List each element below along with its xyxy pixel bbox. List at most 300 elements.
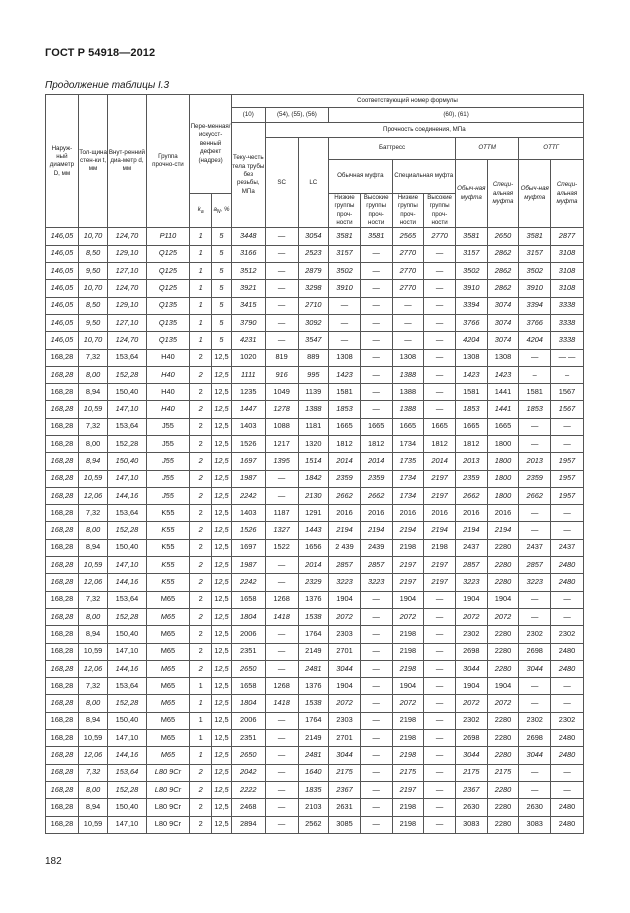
table-cell: —: [424, 245, 456, 262]
table-cell: 10,59: [78, 470, 108, 487]
table-cell: 1308: [329, 349, 361, 366]
table-cell: 146,05: [46, 228, 79, 245]
table-cell: 2862: [487, 263, 519, 280]
table-cell: 144,16: [108, 574, 146, 591]
table-cell: 2650: [487, 228, 519, 245]
table-cell: 2194: [360, 522, 392, 539]
table-cell: —: [519, 695, 551, 712]
table-cell: 2565: [392, 228, 424, 245]
table-cell: 168,28: [46, 626, 79, 643]
buttress-special-high-header: Высокие группы проч-ности: [424, 194, 456, 228]
table-cell: 5: [212, 332, 232, 349]
table-row: [46, 263, 584, 280]
table-cell: 1376: [298, 678, 329, 695]
table-cell: 8,94: [78, 539, 108, 556]
table-cell: 1764: [298, 712, 329, 729]
table-cell: J55: [146, 470, 190, 487]
table-cell: Q135: [146, 297, 190, 314]
table-cell: —: [551, 522, 584, 539]
table-cell: —: [519, 781, 551, 798]
table-cell: 1804: [231, 608, 265, 625]
table-cell: 2198: [392, 626, 424, 643]
table-cell: 168,28: [46, 418, 79, 435]
table-cell: 2: [190, 401, 212, 418]
table-cell: 3108: [551, 263, 584, 280]
table-cell: 1291: [298, 505, 329, 522]
table-cell: 1853: [519, 401, 551, 418]
table-cell: 1423: [455, 366, 487, 383]
table-cell: 12,5: [212, 418, 232, 435]
table-cell: 1853: [329, 401, 361, 418]
variable-defect-header: Пере-менная/искусст-венный дефект (надрез): [190, 95, 232, 194]
table-cell: 2197: [424, 470, 456, 487]
table-cell: 3512: [231, 263, 265, 280]
table-cell: L80 9Cr: [146, 799, 190, 816]
table-cell: —: [265, 332, 298, 349]
table-cell: 12,06: [78, 747, 108, 764]
table-cell: 1734: [392, 487, 424, 504]
table-cell: 3108: [551, 245, 584, 262]
table-cell: 9,50: [78, 314, 108, 331]
table-cell: 168,28: [46, 678, 79, 695]
table-cell: 2072: [487, 695, 519, 712]
table-cell: —: [360, 643, 392, 660]
table-cell: M65: [146, 660, 190, 677]
table-cell: 1538: [298, 608, 329, 625]
table-cell: 3298: [298, 280, 329, 297]
table-cell: 147,10: [108, 470, 146, 487]
table-cell: 2698: [519, 643, 551, 660]
table-cell: 146,05: [46, 263, 79, 280]
table-cell: 1088: [265, 418, 298, 435]
ottg-special-coupling-header: Специ-альная муфта: [551, 160, 584, 228]
table-cell: 2198: [424, 539, 456, 556]
table-cell: —: [424, 678, 456, 695]
table-cell: 2562: [298, 816, 329, 833]
table-cell: —: [424, 626, 456, 643]
table-cell: 5: [212, 245, 232, 262]
sc-header: SC: [265, 138, 298, 228]
table-cell: 7,32: [78, 678, 108, 695]
table-cell: 153,64: [108, 591, 146, 608]
inner-diameter-header: Внут-ренний диа-метр d, мм: [108, 95, 146, 228]
table-cell: 12,5: [212, 384, 232, 401]
table-cell: 2302: [455, 712, 487, 729]
table-cell: —: [265, 314, 298, 331]
table-cell: 1418: [265, 608, 298, 625]
table-cell: —: [360, 332, 392, 349]
table-cell: 2857: [519, 557, 551, 574]
table-cell: —: [519, 436, 551, 453]
table-row: [46, 470, 584, 487]
table-cell: 127,10: [108, 263, 146, 280]
table-cell: J55: [146, 436, 190, 453]
table-cell: —: [265, 280, 298, 297]
table-cell: 3394: [455, 297, 487, 314]
table-cell: 3083: [519, 816, 551, 833]
table-cell: 3338: [551, 297, 584, 314]
table-cell: 144,16: [108, 747, 146, 764]
table-cell: —: [265, 764, 298, 781]
table-cell: 150,40: [108, 712, 146, 729]
table-cell: —: [265, 799, 298, 816]
table-cell: 2367: [455, 781, 487, 798]
table-cell: 819: [265, 349, 298, 366]
table-cell: 2149: [298, 643, 329, 660]
table-cell: 1320: [298, 436, 329, 453]
table-cell: —: [424, 816, 456, 833]
table-row: [46, 280, 584, 297]
table-cell: 2480: [551, 747, 584, 764]
table-cell: —: [265, 557, 298, 574]
table-cell: 2701: [329, 643, 361, 660]
table-cell: 2: [190, 384, 212, 401]
table-cell: 8,94: [78, 453, 108, 470]
table-cell: —: [551, 591, 584, 608]
table-cell: —: [265, 574, 298, 591]
table-cell: 2631: [329, 799, 361, 816]
table-cell: —: [424, 366, 456, 383]
table-cell: 1: [190, 730, 212, 747]
table-cell: 5: [212, 297, 232, 314]
table-cell: 2: [190, 557, 212, 574]
table-cell: 2862: [487, 280, 519, 297]
table-cell: 12,5: [212, 591, 232, 608]
table-cell: 2197: [392, 574, 424, 591]
table-cell: 1812: [360, 436, 392, 453]
table-cell: 168,28: [46, 574, 79, 591]
table-cell: 2014: [424, 453, 456, 470]
table-cell: 2: [190, 366, 212, 383]
table-cell: —: [424, 764, 456, 781]
table-cell: L80 9Cr: [146, 816, 190, 833]
table-cell: 7,32: [78, 505, 108, 522]
table-cell: —: [360, 280, 392, 297]
table-cell: 3448: [231, 228, 265, 245]
table-cell: —: [424, 297, 456, 314]
table-cell: 1665: [392, 418, 424, 435]
table-cell: —: [360, 245, 392, 262]
table-cell: 2480: [551, 799, 584, 816]
table-cell: M65: [146, 643, 190, 660]
table-cell: 3394: [519, 297, 551, 314]
table-cell: —: [265, 228, 298, 245]
table-cell: —: [360, 799, 392, 816]
table-cell: 2197: [392, 557, 424, 574]
table-cell: 8,94: [78, 626, 108, 643]
table-cell: —: [265, 660, 298, 677]
table-cell: —: [519, 522, 551, 539]
table-cell: 2650: [231, 660, 265, 677]
table-cell: 2770: [392, 263, 424, 280]
table-cell: —: [265, 781, 298, 798]
table-row: [46, 678, 584, 695]
table-cell: 152,28: [108, 436, 146, 453]
table-cell: 4204: [519, 332, 551, 349]
table-cell: 2862: [487, 245, 519, 262]
table-cell: 1187: [265, 505, 298, 522]
table-cell: 2: [190, 816, 212, 833]
table-cell: 9,50: [78, 263, 108, 280]
table-cell: 2437: [519, 539, 551, 556]
buttress-regular-coupling-header: Обычная муфта: [329, 160, 392, 194]
table-cell: 2280: [487, 730, 519, 747]
table-cell: 1842: [298, 470, 329, 487]
table-cell: 1904: [455, 591, 487, 608]
table-cell: 1327: [265, 522, 298, 539]
table-cell: 2480: [551, 730, 584, 747]
table-row: [46, 384, 584, 401]
table-cell: 2480: [551, 816, 584, 833]
table-cell: 124,70: [108, 280, 146, 297]
table-cell: M65: [146, 712, 190, 729]
table-cell: —: [424, 781, 456, 798]
table-cell: 8,00: [78, 366, 108, 383]
table-cell: 2662: [519, 487, 551, 504]
table-cell: M65: [146, 608, 190, 625]
table-cell: 146,05: [46, 314, 79, 331]
table-cell: 7,32: [78, 764, 108, 781]
table-cell: —: [424, 263, 456, 280]
table-cell: 2194: [455, 522, 487, 539]
table-row: [46, 453, 584, 470]
table-cell: 2481: [298, 747, 329, 764]
table-cell: 10,70: [78, 332, 108, 349]
buttress-header: Баттресс: [329, 138, 456, 160]
table-cell: 1800: [487, 453, 519, 470]
table-cell: —: [360, 263, 392, 280]
table-cell: —: [392, 297, 424, 314]
table-cell: 168,28: [46, 487, 79, 504]
table-cell: Н40: [146, 384, 190, 401]
table-cell: L80 9Cr: [146, 764, 190, 781]
table-cell: 2698: [519, 730, 551, 747]
table-cell: 3223: [360, 574, 392, 591]
table-cell: Q125: [146, 263, 190, 280]
table-cell: 1376: [298, 591, 329, 608]
table-cell: 2698: [455, 643, 487, 660]
table-cell: 1804: [231, 695, 265, 712]
table-cell: 2: [190, 436, 212, 453]
table-cell: 3415: [231, 297, 265, 314]
table-cell: Р110: [146, 228, 190, 245]
table-cell: —: [551, 608, 584, 625]
table-cell: 2013: [455, 453, 487, 470]
table-row: [46, 557, 584, 574]
table-cell: 1423: [487, 366, 519, 383]
table-cell: —: [519, 608, 551, 625]
table-cell: 150,40: [108, 626, 146, 643]
table-cell: —: [551, 418, 584, 435]
body-yield-header: Теку-честь тела трубы без резьбы, МПа: [231, 123, 265, 228]
table-cell: 1526: [231, 522, 265, 539]
table-cell: 12,5: [212, 730, 232, 747]
table-cell: 1: [190, 314, 212, 331]
table-cell: 8,50: [78, 245, 108, 262]
table-cell: 2175: [455, 764, 487, 781]
table-cell: 2016: [392, 505, 424, 522]
table-cell: 12,5: [212, 695, 232, 712]
table-cell: 2072: [392, 608, 424, 625]
table-cell: —: [551, 678, 584, 695]
table-cell: 12,5: [212, 401, 232, 418]
table-cell: –: [551, 366, 584, 383]
table-cell: —: [360, 730, 392, 747]
table-cell: 2280: [487, 712, 519, 729]
table-cell: 8,00: [78, 522, 108, 539]
table-row: [46, 228, 584, 245]
table-cell: Н40: [146, 366, 190, 383]
table-cell: 2523: [298, 245, 329, 262]
table-head: [46, 95, 584, 228]
ottm-header: ОТТМ: [455, 138, 518, 160]
table-cell: 147,10: [108, 557, 146, 574]
table-cell: 12,06: [78, 574, 108, 591]
table-row: [46, 730, 584, 747]
table-cell: 1853: [455, 401, 487, 418]
outer-diameter-header: Наруж-ный диаметр D, мм: [46, 95, 79, 228]
table-cell: 2280: [487, 747, 519, 764]
table-cell: —: [519, 591, 551, 608]
table-cell: 889: [298, 349, 329, 366]
table-cell: 12,5: [212, 816, 232, 833]
table-cell: 1665: [424, 418, 456, 435]
table-cell: 1656: [298, 539, 329, 556]
table-cell: 5: [212, 280, 232, 297]
table-cell: 2630: [519, 799, 551, 816]
table-cell: 150,40: [108, 539, 146, 556]
table-cell: 1308: [487, 349, 519, 366]
page-number: 182: [45, 856, 62, 867]
table-cell: —: [360, 781, 392, 798]
table-cell: 168,28: [46, 436, 79, 453]
table-cell: 144,16: [108, 487, 146, 504]
table-cell: 1403: [231, 505, 265, 522]
table-cell: 10,59: [78, 401, 108, 418]
table-cell: 3044: [455, 660, 487, 677]
table-cell: 3074: [487, 297, 519, 314]
table-cell: —: [424, 747, 456, 764]
table-cell: 8,00: [78, 436, 108, 453]
table-cell: 2302: [519, 712, 551, 729]
table-cell: 2770: [392, 245, 424, 262]
table-cell: K55: [146, 522, 190, 539]
table-cell: 2198: [392, 712, 424, 729]
table-cell: 2: [190, 522, 212, 539]
table-cell: 127,10: [108, 314, 146, 331]
table-cell: 2014: [360, 453, 392, 470]
table-cell: 2437: [551, 539, 584, 556]
table-cell: 8,94: [78, 712, 108, 729]
table-row: [46, 436, 584, 453]
table-cell: 152,28: [108, 608, 146, 625]
lc-header: LC: [298, 138, 329, 228]
table-cell: 7,32: [78, 349, 108, 366]
table-cell: 2480: [551, 574, 584, 591]
table-cell: —: [424, 660, 456, 677]
buttress-special-coupling-header: Специальная муфта: [392, 160, 455, 194]
table-cell: Н40: [146, 349, 190, 366]
table-cell: —: [265, 730, 298, 747]
table-cell: 7,32: [78, 418, 108, 435]
strength-group-header: Группа прочно-сти: [146, 95, 190, 228]
table-row: [46, 626, 584, 643]
table-cell: 8,00: [78, 695, 108, 712]
table-cell: —: [424, 401, 456, 418]
table-cell: 1567: [551, 401, 584, 418]
table-cell: 2016: [455, 505, 487, 522]
table-cell: —: [519, 418, 551, 435]
table-cell: 1697: [231, 453, 265, 470]
table-cell: 150,40: [108, 799, 146, 816]
table-cell: 1665: [455, 418, 487, 435]
table-cell: 2359: [360, 470, 392, 487]
table-cell: Q135: [146, 314, 190, 331]
table-cell: 2280: [487, 557, 519, 574]
table-cell: 1904: [455, 678, 487, 695]
table-row: [46, 660, 584, 677]
table-cell: 2770: [392, 280, 424, 297]
table-cell: 3910: [455, 280, 487, 297]
table-cell: 147,10: [108, 643, 146, 660]
table-cell: 2329: [298, 574, 329, 591]
table-cell: 1268: [265, 591, 298, 608]
table-cell: 147,10: [108, 401, 146, 418]
table-cell: 1957: [551, 470, 584, 487]
table-cell: 1812: [329, 436, 361, 453]
table-cell: 2013: [519, 453, 551, 470]
table-cell: —: [265, 470, 298, 487]
table-cell: —: [424, 643, 456, 660]
table-cell: 1812: [455, 436, 487, 453]
ottm-regular-coupling-header: Обыч-ная муфта: [455, 160, 487, 228]
table-cell: 2016: [360, 505, 392, 522]
table-cell: 8,50: [78, 297, 108, 314]
table-cell: 147,10: [108, 816, 146, 833]
table-cell: 168,28: [46, 781, 79, 798]
table-cell: 1581: [519, 384, 551, 401]
table-cell: 2351: [231, 643, 265, 660]
table-cell: K55: [146, 505, 190, 522]
table-cell: 168,28: [46, 401, 79, 418]
table-cell: 168,28: [46, 747, 79, 764]
table-cell: —: [424, 384, 456, 401]
table-cell: —: [265, 816, 298, 833]
table-cell: J55: [146, 418, 190, 435]
table-cell: 1418: [265, 695, 298, 712]
table-cell: 12,5: [212, 626, 232, 643]
table-row: [46, 505, 584, 522]
table-cell: 1: [190, 712, 212, 729]
table-cell: 12,5: [212, 539, 232, 556]
table-cell: 146,05: [46, 245, 79, 262]
table-cell: 147,10: [108, 730, 146, 747]
table-cell: 3044: [519, 660, 551, 677]
table-cell: 3502: [519, 263, 551, 280]
table-cell: 1800: [487, 470, 519, 487]
table-cell: 1987: [231, 557, 265, 574]
table-cell: —: [360, 591, 392, 608]
table-cell: 1268: [265, 678, 298, 695]
table-cell: 2359: [455, 470, 487, 487]
table-cell: 2014: [329, 453, 361, 470]
table-cell: M65: [146, 678, 190, 695]
table-cell: 916: [265, 366, 298, 383]
table-cell: 1: [190, 695, 212, 712]
table-cell: 3044: [519, 747, 551, 764]
table-cell: 3054: [298, 228, 329, 245]
table-row: [46, 695, 584, 712]
